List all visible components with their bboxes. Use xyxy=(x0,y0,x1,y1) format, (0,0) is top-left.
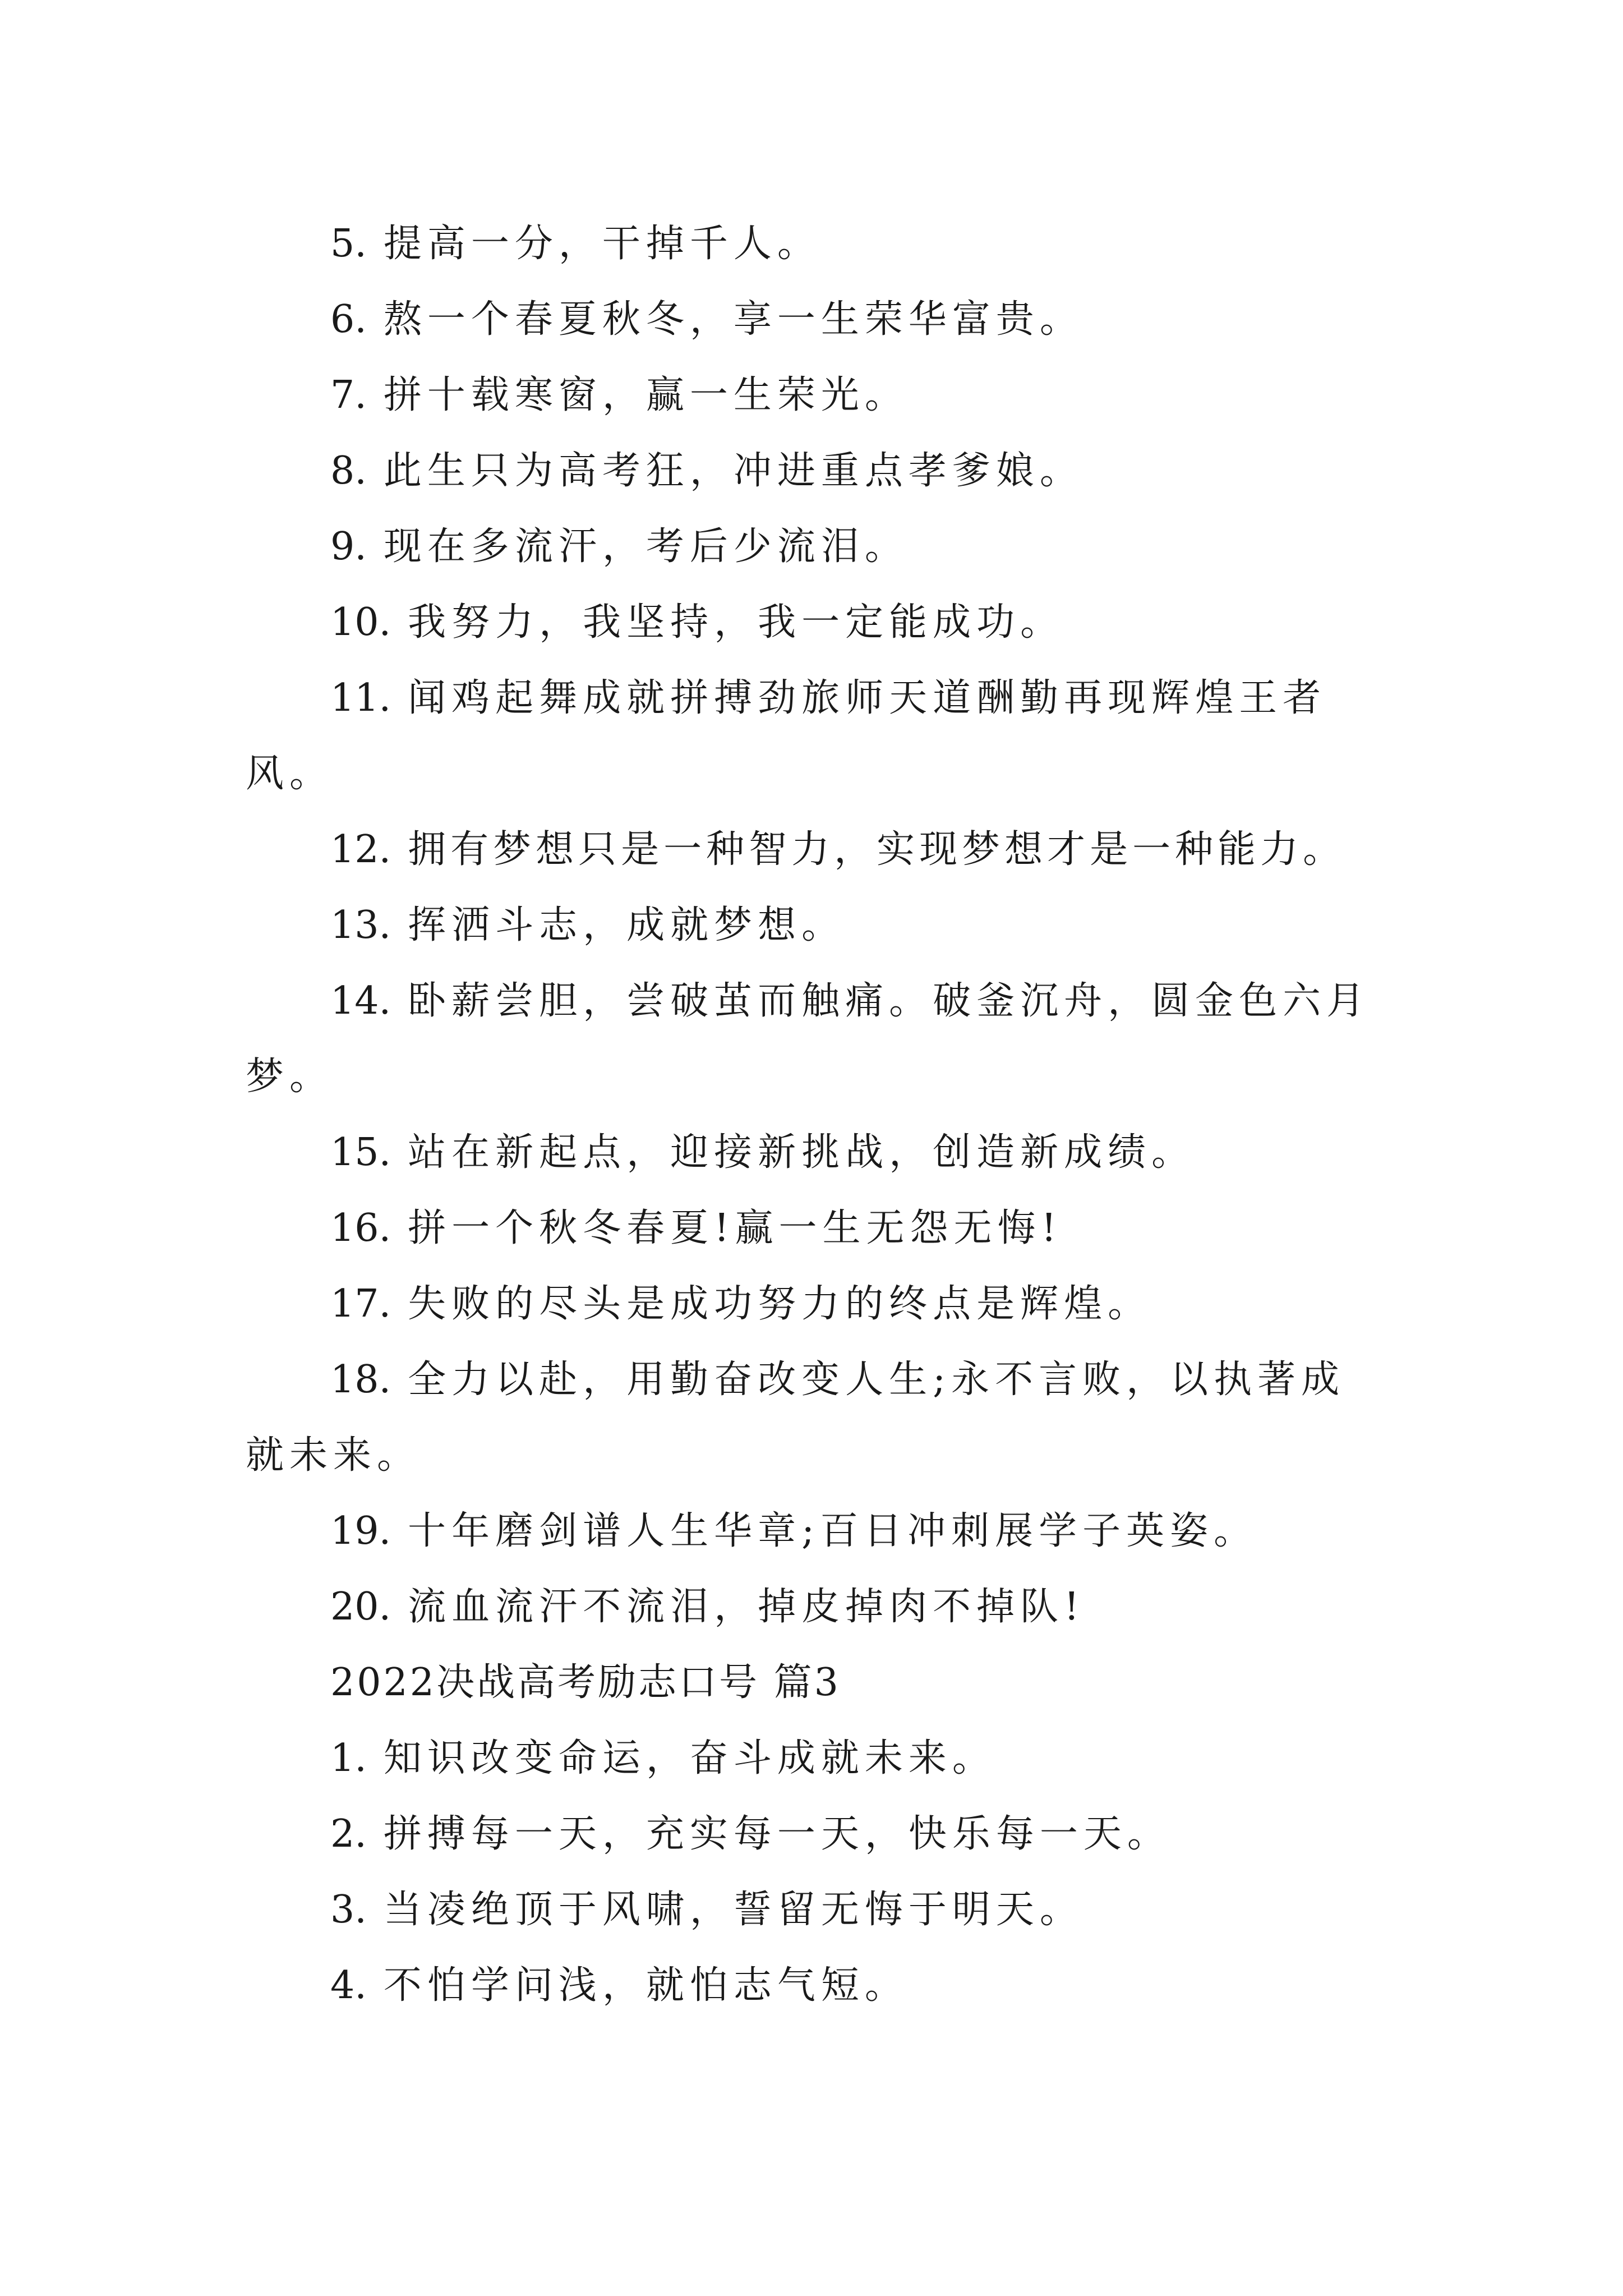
slogan-item-18-continuation xyxy=(246,1418,1401,1493)
slogan-item-19 xyxy=(246,1493,1401,1569)
document-body xyxy=(246,206,1401,2023)
item-number: 8. xyxy=(330,449,367,493)
item-number: 16. xyxy=(330,1206,391,1250)
item-number: 13. xyxy=(330,903,391,947)
item-number: 6. xyxy=(330,297,367,342)
item-text: 知识改变命运，奋斗成就未来。 xyxy=(383,1736,996,1780)
section-heading: 2022决战高考励志口号 篇3 xyxy=(330,1660,841,1705)
item-number: 14. xyxy=(330,979,391,1023)
item-number: 15. xyxy=(330,1130,391,1175)
item-number: 10. xyxy=(330,600,391,645)
item-number: 9. xyxy=(330,524,367,569)
slogan-item-7 xyxy=(246,357,1401,433)
slogan-item-12 xyxy=(246,812,1401,887)
slogan-item-5 xyxy=(246,206,1401,282)
item-text: 熬一个春夏秋冬，享一生荣华富贵。 xyxy=(383,297,1083,342)
item-text: 我努力，我坚持，我一定能成功。 xyxy=(408,600,1064,645)
item-number: 18. xyxy=(330,1358,391,1402)
item-text: 不怕学问浅，就怕志气短。 xyxy=(383,1963,909,2008)
slogan-item-8 xyxy=(246,433,1401,509)
item-number: 17. xyxy=(330,1282,391,1326)
slogan-item-1 xyxy=(246,1720,1401,1796)
item-number: 11. xyxy=(330,676,391,720)
item-text: 拼一个秋冬春夏!赢一生无怨无悔! xyxy=(408,1206,1062,1250)
slogan-item-2 xyxy=(246,1796,1401,1872)
slogan-item-16 xyxy=(246,1190,1401,1266)
slogan-item-17 xyxy=(246,1266,1401,1342)
slogan-item-14-continuation xyxy=(246,1039,1401,1115)
item-text: 卧薪尝胆，尝破茧而触痛。破釜沉舟，圆金色六月 xyxy=(408,979,1371,1023)
item-number: 19. xyxy=(330,1509,391,1553)
item-text: 站在新起点，迎接新挑战，创造新成绩。 xyxy=(408,1130,1196,1175)
item-text: 拥有梦想只是一种智力，实现梦想才是一种能力。 xyxy=(408,827,1346,872)
item-text: 当凌绝顶于风啸，誓留无悔于明天。 xyxy=(383,1888,1083,1932)
slogan-item-3 xyxy=(246,1872,1401,1948)
slogan-item-14 xyxy=(246,963,1401,1039)
slogan-item-11-continuation xyxy=(246,736,1401,812)
slogan-item-9 xyxy=(246,509,1401,585)
item-text: 失败的尽头是成功努力的终点是辉煌。 xyxy=(408,1282,1152,1326)
item-text: 此生只为高考狂，冲进重点孝爹娘。 xyxy=(383,449,1083,493)
item-number: 4. xyxy=(330,1963,367,2008)
item-number: 2. xyxy=(330,1812,367,1856)
item-number: 1. xyxy=(330,1736,367,1780)
slogan-item-6 xyxy=(246,282,1401,357)
slogan-item-4 xyxy=(246,1948,1401,2023)
slogan-item-20 xyxy=(246,1569,1401,1645)
item-text: 提高一分，干掉千人。 xyxy=(383,222,821,266)
slogan-item-10 xyxy=(246,585,1401,660)
slogan-item-15 xyxy=(246,1115,1401,1190)
item-text: 挥洒斗志，成就梦想。 xyxy=(408,903,846,947)
item-text: 拼搏每一天，充实每一天，快乐每一天。 xyxy=(383,1812,1171,1856)
item-text: 全力以赴，用勤奋改变人生;永不言败，以执著成 xyxy=(408,1358,1345,1402)
slogan-item-18 xyxy=(246,1342,1401,1418)
item-text: 现在多流汗，考后少流泪。 xyxy=(383,524,909,569)
item-text-continuation: 风。 xyxy=(246,752,334,796)
item-text: 十年磨剑谱人生华章;百日冲刺展学子英姿。 xyxy=(408,1509,1258,1553)
item-number: 12. xyxy=(330,827,391,872)
item-text-continuation: 梦。 xyxy=(246,1055,334,1099)
item-number: 3. xyxy=(330,1888,367,1932)
item-number: 20. xyxy=(330,1585,391,1629)
item-number: 7. xyxy=(330,373,367,417)
item-number: 5. xyxy=(330,222,367,266)
slogan-item-11 xyxy=(246,660,1401,736)
slogan-item-13 xyxy=(246,887,1401,963)
item-text-continuation: 就未来。 xyxy=(246,1433,421,1478)
item-text: 拼十载寒窗，赢一生荣光。 xyxy=(383,373,909,417)
item-text: 流血流汗不流泪，掉皮掉肉不掉队! xyxy=(408,1585,1085,1629)
item-text: 闻鸡起舞成就拼搏劲旅师天道酬勤再现辉煌王者 xyxy=(408,676,1327,720)
